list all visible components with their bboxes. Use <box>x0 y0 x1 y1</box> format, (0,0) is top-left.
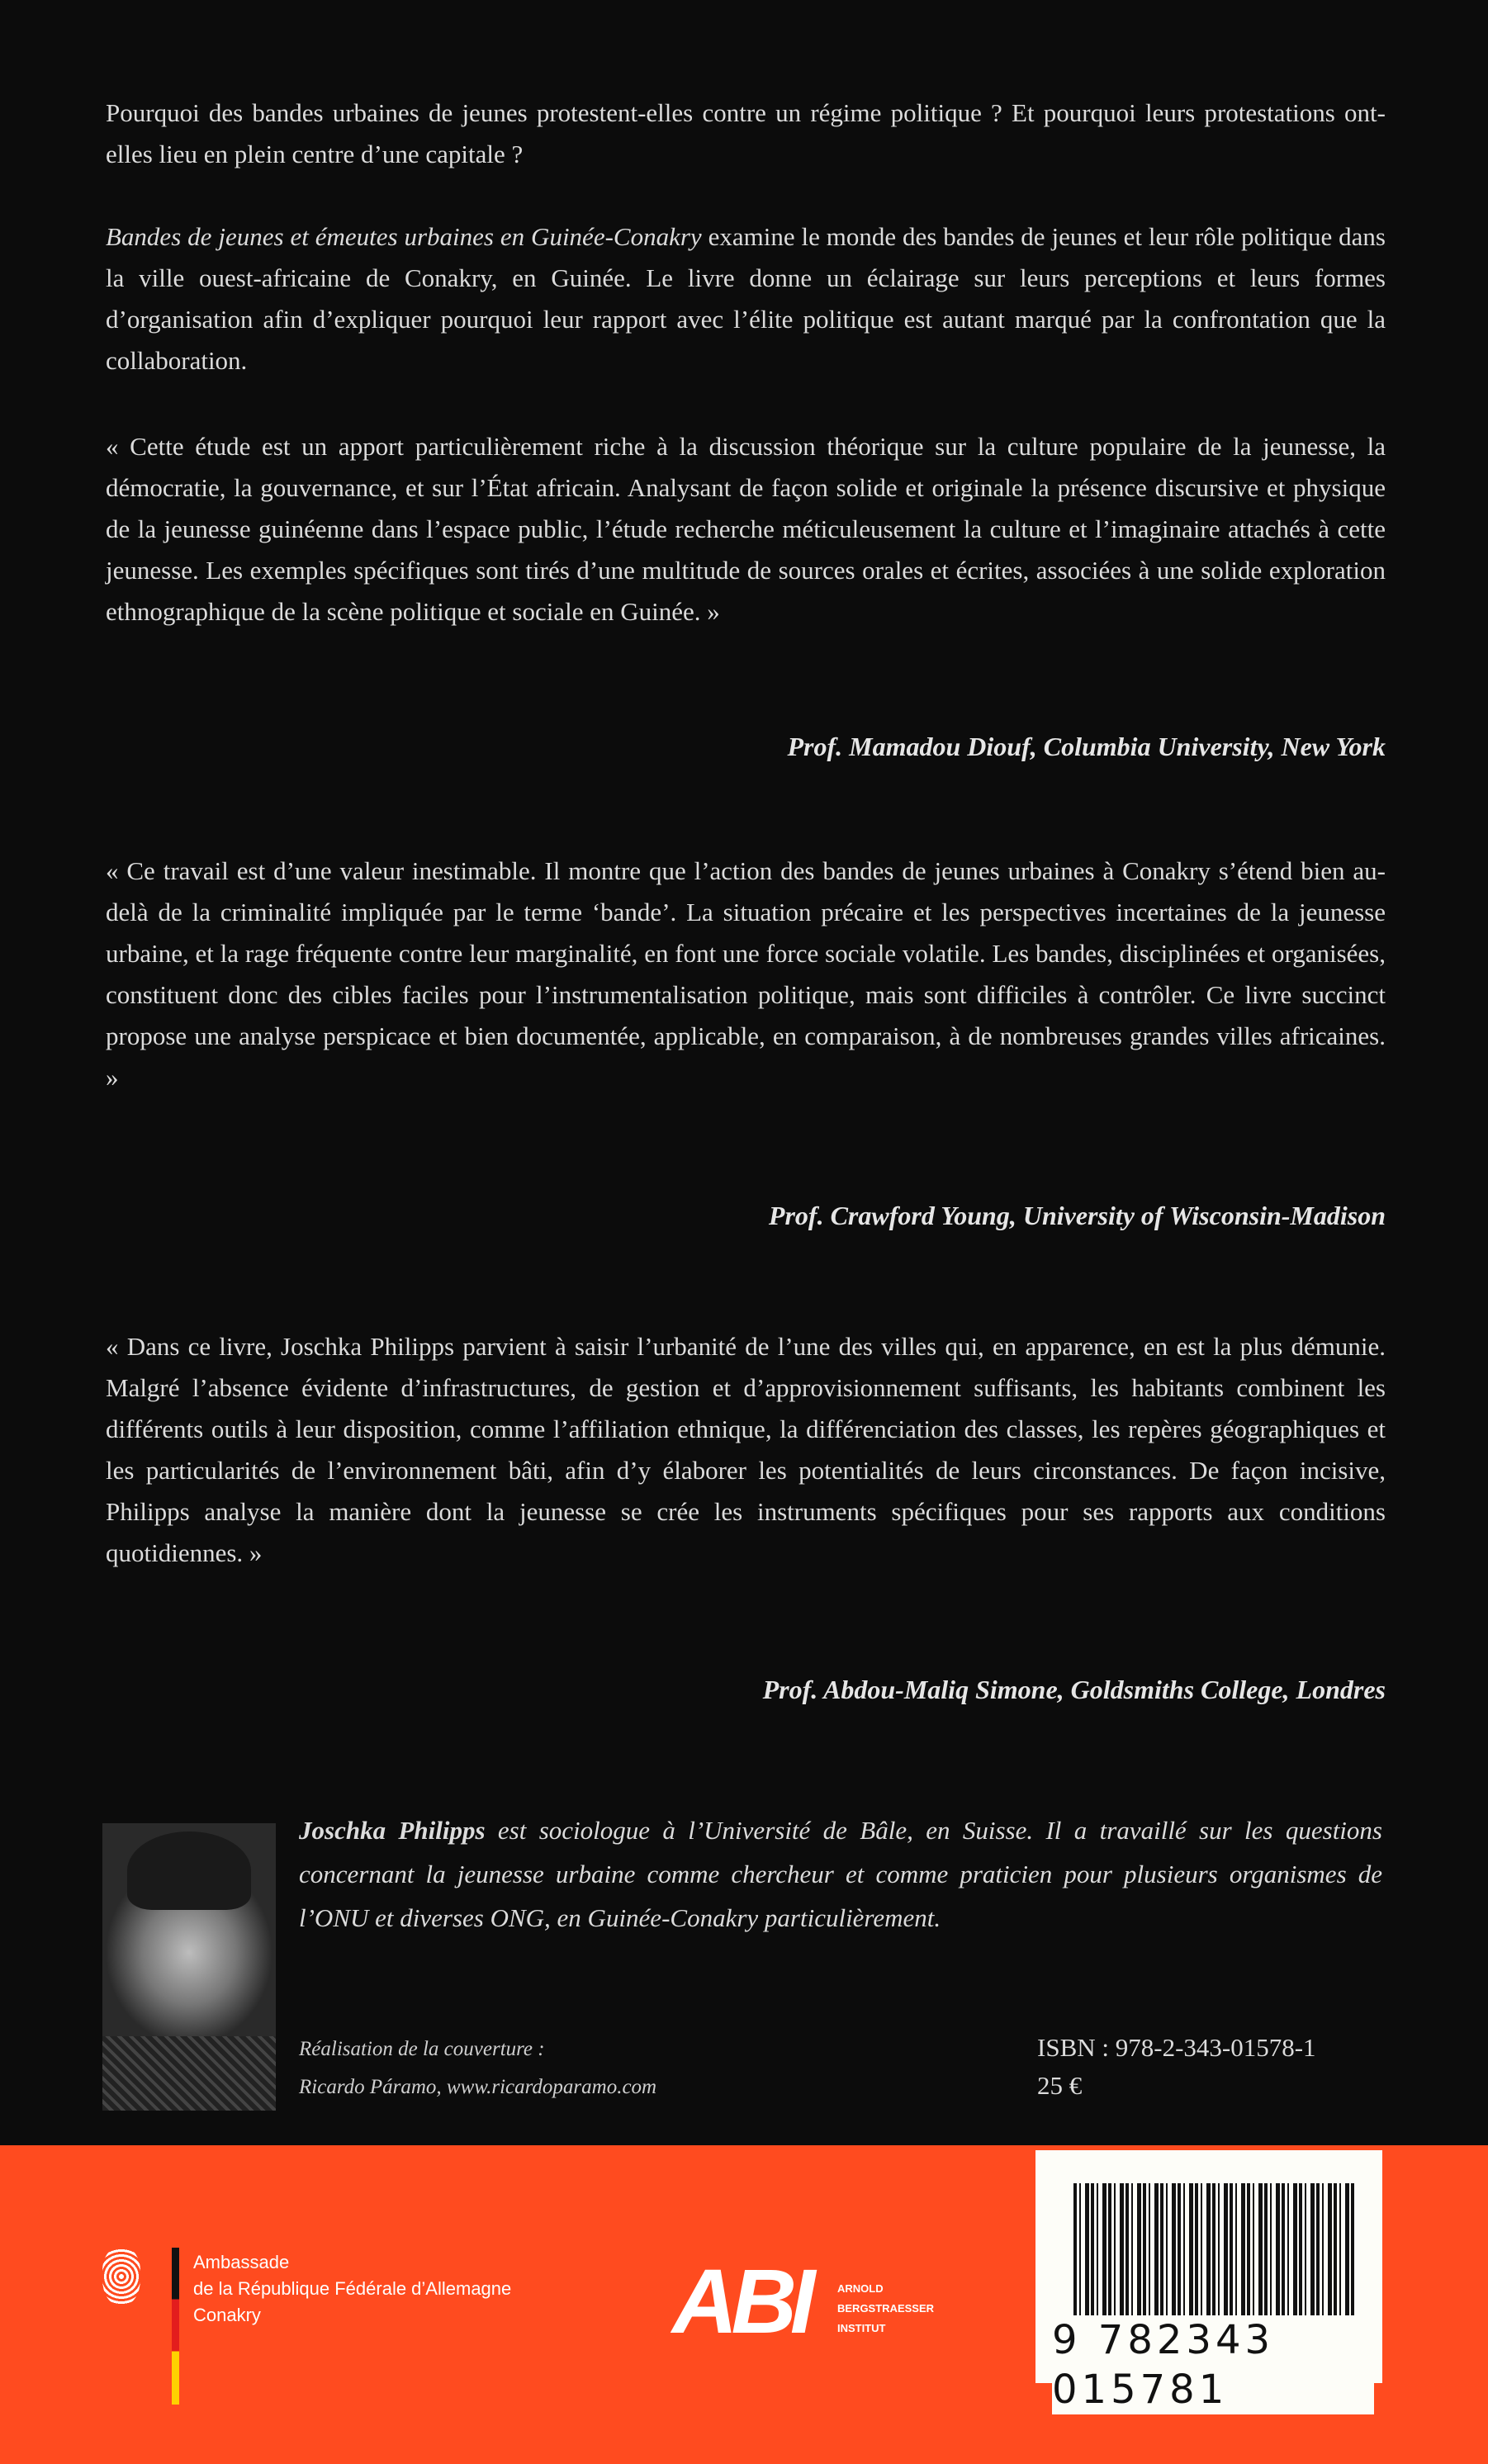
embassy-line-2: de la République Fédérale d’Allemagne <box>193 2278 512 2299</box>
barcode <box>1035 2150 1382 2413</box>
author-name: Joschka Philipps <box>299 1816 486 1845</box>
german-flag-bar <box>172 2248 179 2405</box>
quote-1-author: Prof. Mamadou Diouf, Columbia University, New York <box>787 732 1386 761</box>
abi-line-1: ARNOLD <box>837 2282 884 2295</box>
abi-line-2: BERGSTRAESSER <box>837 2302 935 2315</box>
summary-text: examine le monde des bandes de jeunes et leur rôle politique dans la ville ouest-africaine de Conakry, en Guinée. Le livre donne un éclairage sur leurs perceptions et leurs formes d’organisation afin d’expliquer pourquoi leur rapport avec l’élite politique est autant marqué par la confrontation que la collaboration. <box>106 222 1386 375</box>
embassy-line-3: Conakry <box>193 2305 261 2325</box>
intro-paragraph: Pourquoi des bandes urbaines de jeunes protestent-elles contre un régime politique ? Et pourquoi leurs protestations ont-elles lieu en plein centre d’une capitale ? <box>106 98 1386 168</box>
cover-credit-value: Ricardo Páramo, www.ricardoparamo.com <box>299 2076 657 2098</box>
quote-3-author: Prof. Abdou-Maliq Simone, Goldsmiths College, Londres <box>762 1675 1386 1704</box>
embassy-line-1: Ambassade <box>193 2252 290 2272</box>
author-bio-text: est sociologue à l’Université de Bâle, en Suisse. Il a travaillé sur les questions concernant la jeunesse urbaine comme chercheur et comme praticien pour plusieurs organismes de l’ONU et diverses ONG, en Guinée-Conakry particulièrement. <box>299 1816 1382 1932</box>
price: 25 € <box>1037 2071 1083 2100</box>
quote-3: « Dans ce livre, Joschka Philipps parvient à saisir l’urbanité de l’une des villes qui, en apparence, en est la plus démunie. Malgré l’absence évidente d’infrastructures, de gestion et d’approvisionnement suffisants, les habitants combinent les différents outils à leur disposition, comme l’affiliation ethnique, la différenciation des classes, les repères géographiques et les particularités de l’environnement bâti, afin d’y élaborer les potentialités de leurs circonstances. De façon incisive, Philipps analyse la manière dont la jeunesse se crée les instruments spécifiques pour ses rapports aux conditions quotidiennes. » <box>106 1332 1386 1567</box>
abi-logo <box>672 2251 935 2353</box>
quote-2-author: Prof. Crawford Young, University of Wisconsin-Madison <box>768 1201 1386 1230</box>
cover-credit-label: Réalisation de la couverture : <box>299 2038 545 2060</box>
abi-mark: ABI <box>672 2251 809 2353</box>
author-bio <box>299 1808 1382 1940</box>
eagle-icon <box>102 2248 140 2305</box>
quote-2: « Ce travail est d’une valeur inestimable. Il montre que l’action des bandes de jeunes urbaines à Conakry s’étend bien au-delà de la criminalité impliquée par le terme ‘bande’. La situation précaire et les perspectives incertaines de la jeunesse urbaine, et la rage fréquente contre leur marginalité, en font une force sociale volatile. Les bandes, disciplinées et organisées, constituent donc des cibles faciles pour l’instrumentalisation politique, mais sont difficiles à contrôler. Ce livre succinct propose une analyse perspicace et bien documentée, applicable, en comparaison, à de nombreuses grandes villes africaines. » <box>106 856 1386 1092</box>
abi-line-3: INSTITUT <box>837 2322 886 2334</box>
book-title: Bandes de jeunes et émeutes urbaines en Guinée-Conakry <box>106 222 702 251</box>
quote-1: « Cette étude est un apport particulièrement riche à la discussion théorique sur la culture populaire de la jeunesse, la démocratie, la gouvernance, et sur l’État africain. Analysant de façon solide et originale la présence discursive et physique de la jeunesse guinéenne dans l’espace public, l’étude recherche méticuleusement la culture et l’imaginaire attachés à cette jeunesse. Les exemples spécifiques sont tirés d’une multitude de sources orales et écrites, associées à une solide exploration ethnographique de la scène politique et sociale en Guinée. » <box>106 432 1386 626</box>
barcode-bars <box>1073 2183 1354 2332</box>
isbn: ISBN : 978-2-343-01578-1 <box>1037 2033 1316 2062</box>
author-photo <box>102 1823 276 2111</box>
barcode-number: 9 782343 015781 <box>1052 2315 1374 2414</box>
summary-paragraph <box>106 216 1386 381</box>
